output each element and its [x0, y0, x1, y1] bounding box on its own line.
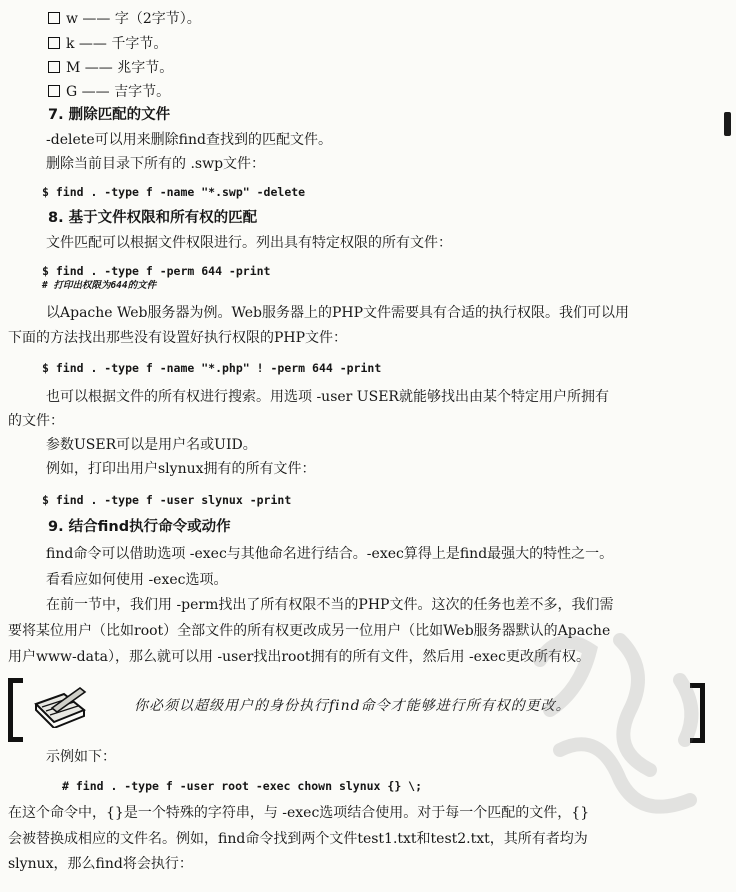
code-line: $ find . -type f -name "*.php" ! -perm 644 -print	[42, 361, 382, 375]
paragraph: 也可以根据文件的所有权进行搜索。用选项 -user USER就能够找出由某个特定用户所拥有	[46, 389, 609, 405]
paragraph: 在这个命令中，{}是一个特殊的字符串，与 -exec选项结合使用。对于每一个匹配的文件，{}	[8, 805, 590, 821]
checkbox-bullet-icon	[48, 12, 60, 24]
paragraph: find命令可以借助选项 -exec与其他命名进行结合。-exec算得上是find最强大的特性之一。	[46, 546, 614, 562]
code-line: $ find . -type f -perm 644 -print	[42, 264, 271, 278]
code-line: $ find . -type f -name "*.swp" -delete	[42, 185, 306, 199]
paragraph: 参数USER可以是用户名或UID。	[46, 437, 257, 453]
paragraph: 删除当前目录下所有的 .swp文件：	[46, 156, 266, 172]
code-line: # find . -type f -user root -exec chown slynux {} \;	[62, 779, 423, 793]
paragraph: 下面的方法找出那些没有设置好执行权限的PHP文件：	[8, 330, 348, 346]
paragraph: 示例如下：	[46, 749, 116, 765]
checkbox-bullet-icon	[48, 37, 60, 49]
list-item: G —— 吉字节。	[48, 81, 170, 103]
list-item: k —— 千字节。	[48, 33, 167, 55]
list-item: w —— 字（2字节）。	[48, 8, 201, 30]
note-pad-icon	[30, 684, 92, 728]
note-bracket-left	[8, 678, 23, 742]
section-heading: 9. 结合find执行命令或动作	[48, 519, 231, 535]
paragraph: 以Apache Web服务器为例。Web服务器上的PHP文件需要具有合适的执行权限。我们可以用	[46, 305, 630, 321]
paragraph: -delete可以用来删除find查找到的匹配文件。	[46, 132, 332, 148]
checkbox-bullet-icon	[48, 61, 60, 73]
paragraph: 看看应如何使用 -exec选项。	[46, 572, 228, 588]
paragraph: 用户www-data），那么就可以用 -user找出root拥有的所有文件，然后用 -exec更改所有权。	[8, 649, 590, 665]
paragraph: 会被替换成相应的文件名。例如，find命令找到两个文件test1.txt和test2.txt，其所有者均为	[8, 831, 588, 847]
list-item: M —— 兆字节。	[48, 57, 173, 79]
section-heading: 8. 基于文件权限和所有权的匹配	[48, 210, 258, 226]
section-heading: 7. 删除匹配的文件	[48, 107, 171, 123]
paragraph: slynux，那么find将会执行：	[8, 856, 193, 872]
code-comment: # 打印出权限为644的文件	[42, 280, 157, 291]
paragraph: 在前一节中，我们用 -perm找出了所有权限不当的PHP文件。这次的任务也差不多，我们需	[46, 597, 614, 613]
note-text: 你必须以超级用户的身份执行find命令才能够进行所有权的更改。	[134, 698, 571, 714]
code-line: $ find . -type f -user slynux -print	[42, 493, 292, 507]
page-edge-tab	[724, 112, 731, 136]
paragraph: 例如，打印出用户slynux拥有的所有文件：	[46, 461, 316, 477]
paragraph: 文件匹配可以根据文件权限进行。列出具有特定权限的所有文件：	[46, 235, 452, 251]
checkbox-bullet-icon	[48, 85, 60, 97]
paragraph: 要将某位用户（比如root）全部文件的所有权更改成另一位用户（比如Web服务器默认的Apache	[8, 623, 611, 639]
watermark-icon	[500, 600, 736, 860]
paragraph: 的文件：	[8, 413, 64, 429]
